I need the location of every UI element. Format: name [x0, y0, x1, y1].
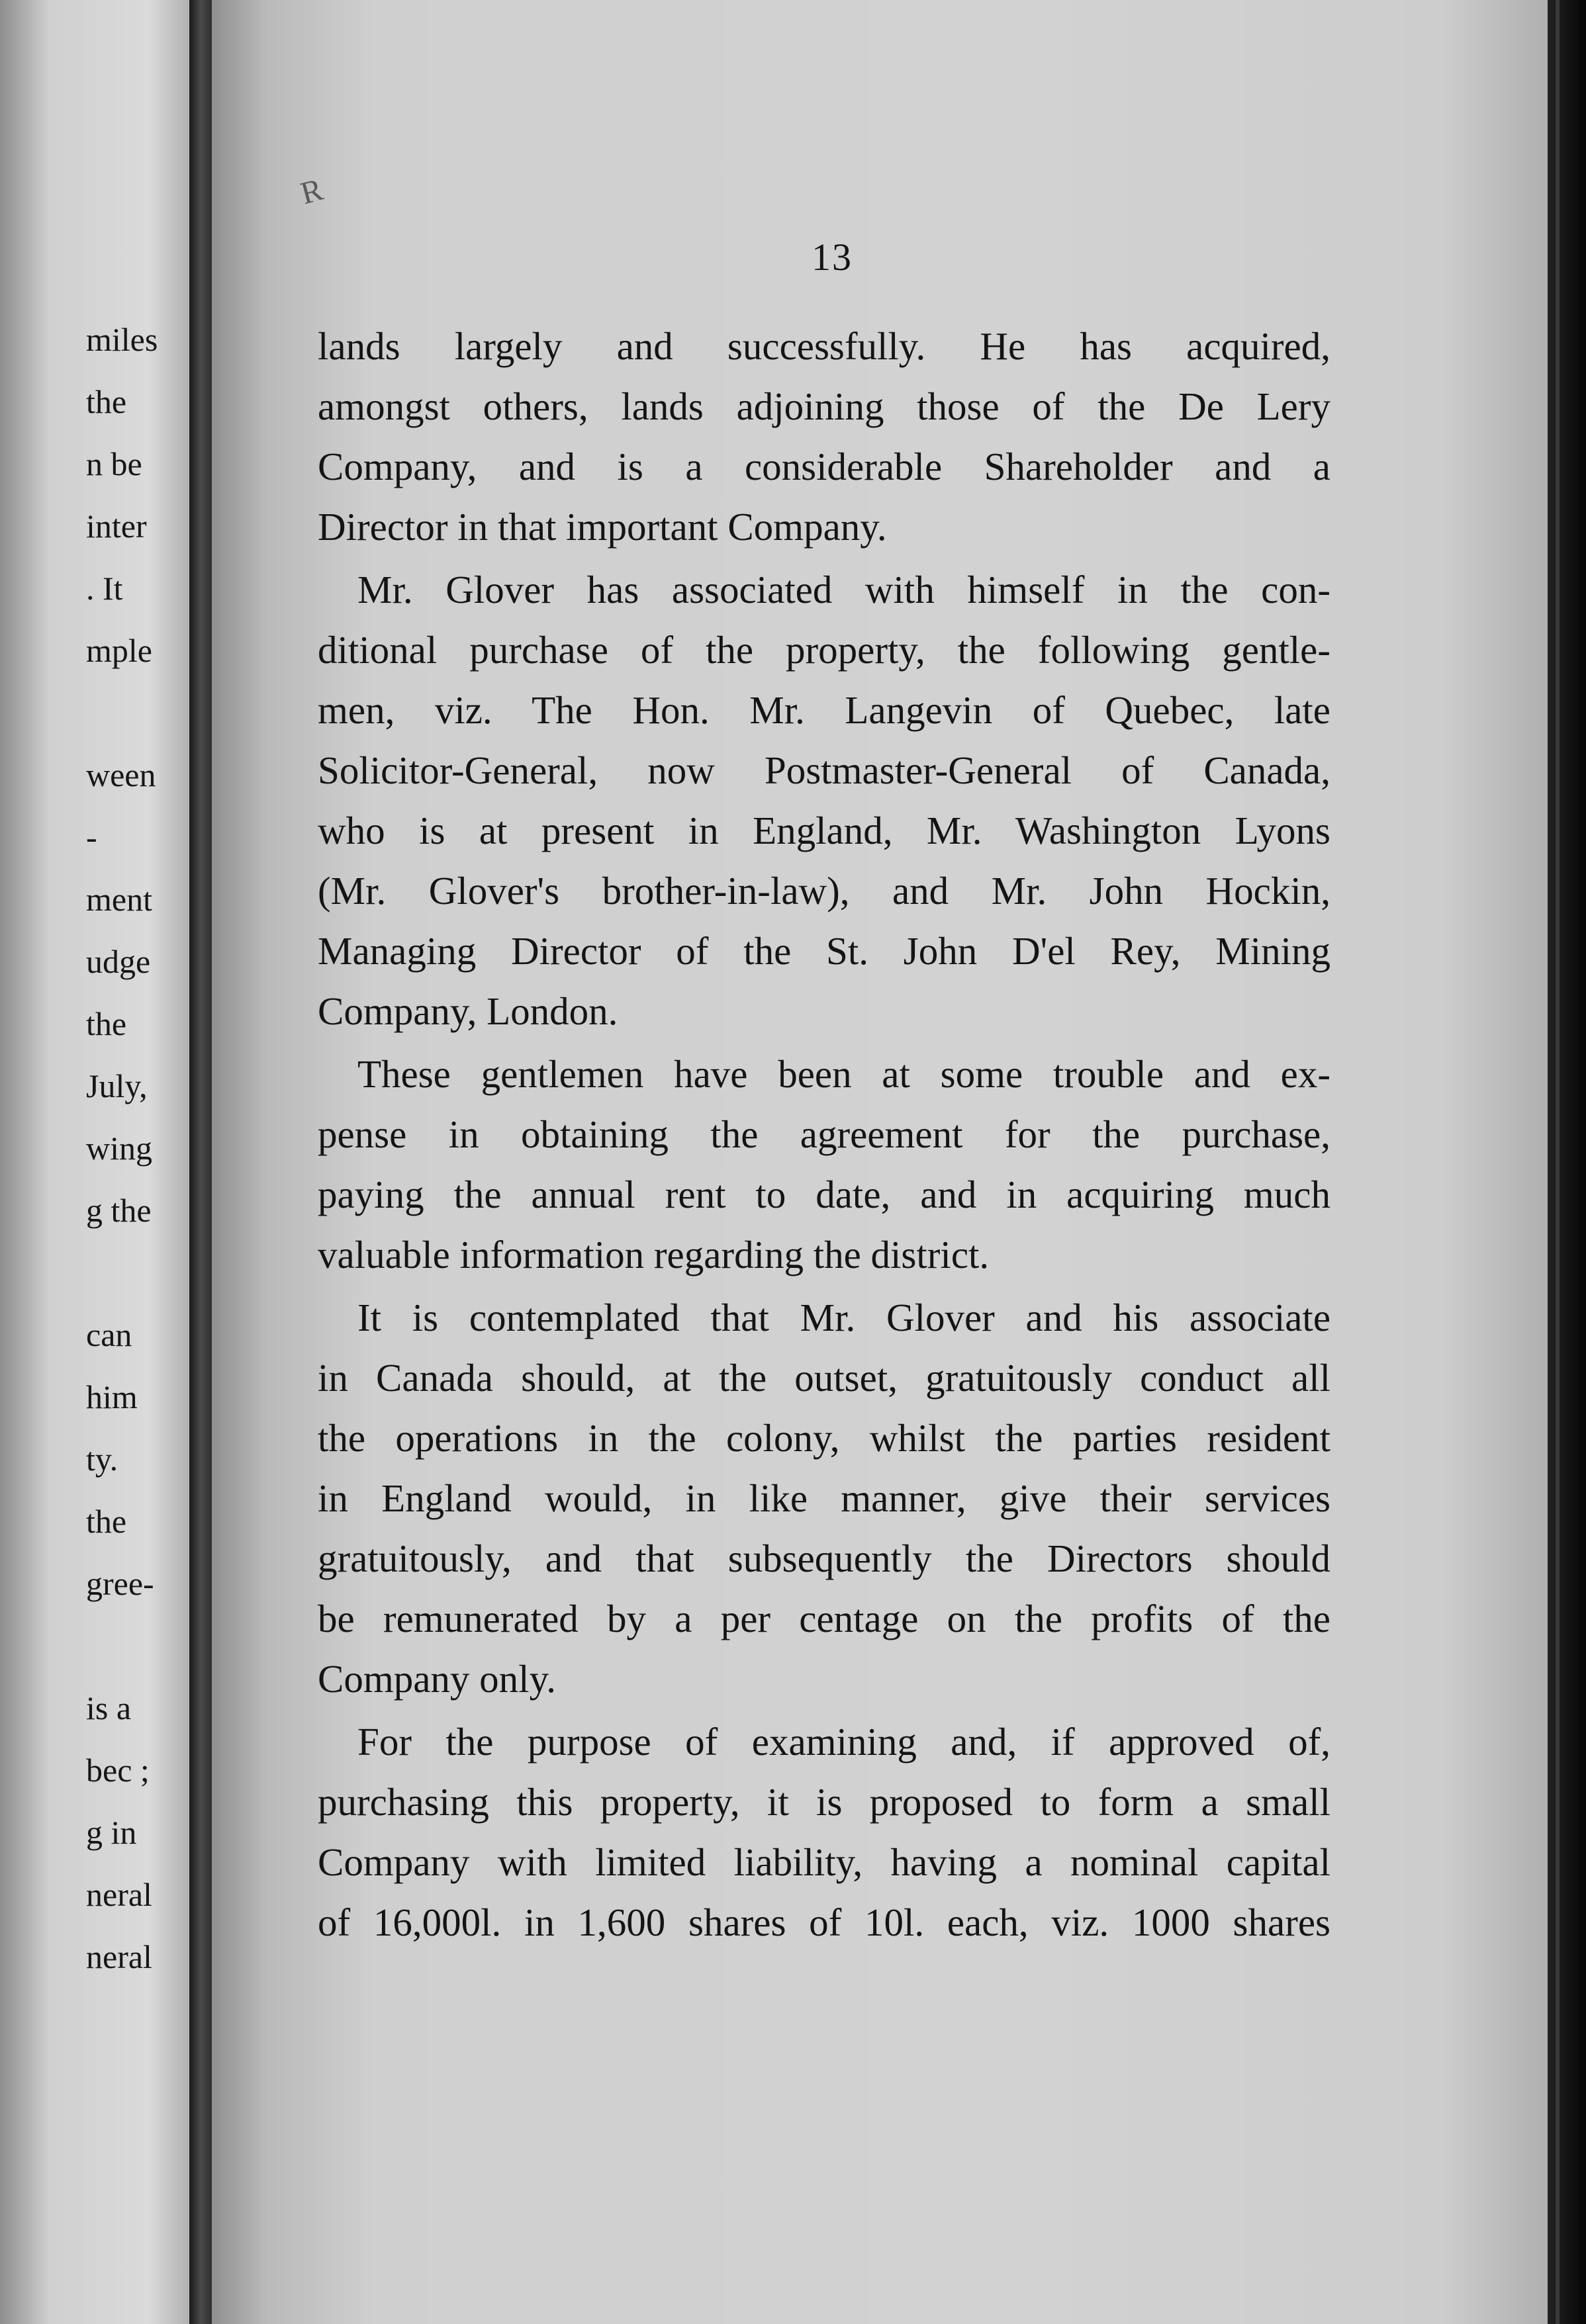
text-line: Managing Director of the St. John D'el Rey, Mining: [318, 929, 1330, 973]
text-line: Mr. Glover has associated with himself in the con-: [357, 568, 1330, 611]
left-page-fragment: g the: [86, 1192, 152, 1229]
text-line: (Mr. Glover's brother-in-law), and Mr. John Hockin,: [318, 869, 1330, 913]
text-line: valuable information regarding the district.: [318, 1233, 990, 1276]
text-line: of 16,000l. in 1,600 shares of 10l. each, viz. 1000 shares: [318, 1900, 1330, 1944]
left-page-fragment: can: [86, 1316, 132, 1353]
text-line: Company, and is a considerable Shareholder and a: [318, 445, 1330, 488]
left-page-fragment: ween: [86, 756, 156, 793]
text-line: It is contemplated that Mr. Glover and his associate: [357, 1296, 1330, 1339]
left-page-fragment: is a: [86, 1689, 132, 1726]
text-line: pense in obtaining the agreement for the purchase,: [318, 1112, 1330, 1156]
text-line: in England would, in like manner, give their services: [318, 1476, 1330, 1520]
page-number: 13: [812, 236, 853, 279]
text-line: amongst others, lands adjoining those of the De Lery: [318, 384, 1330, 428]
left-page-fragment: miles: [86, 321, 158, 358]
text-line: Company, London.: [318, 989, 618, 1033]
text-line: Company only.: [318, 1657, 556, 1701]
text-line: purchasing this property, it is proposed to form a small: [318, 1780, 1330, 1824]
left-page-fragment: g in: [86, 1814, 137, 1851]
page-edge-shadow: [1548, 0, 1586, 2324]
text-line: Director in that important Company.: [318, 505, 887, 549]
left-page-fragment: the: [86, 1503, 127, 1540]
left-page-fragment: the: [86, 383, 127, 420]
text-line: ditional purchase of the property, the following gentle-: [318, 628, 1330, 672]
text-line: Solicitor-General, now Postmaster-General of Canada,: [318, 748, 1330, 792]
previous-page-strip: [0, 0, 199, 2324]
text-line: lands largely and successfully. He has acquired,: [318, 324, 1330, 368]
left-page-fragment: ment: [86, 881, 152, 918]
left-page-fragment: neral: [86, 1938, 152, 1975]
page-edge-line: [1556, 0, 1560, 2324]
text-line: These gentlemen have been at some trouble and ex-: [357, 1052, 1330, 1096]
left-page-fragment: udge: [86, 943, 151, 980]
left-page-fragment: the: [86, 1005, 127, 1042]
text-line: men, viz. The Hon. Mr. Langevin of Quebec, late: [318, 688, 1330, 732]
margin-pencil-mark: R: [297, 171, 327, 212]
left-page-fragment: n be: [86, 445, 142, 482]
text-line: in Canada should, at the outset, gratuitously conduct all: [318, 1356, 1330, 1400]
left-page-fragment: July,: [86, 1067, 148, 1104]
text-line: Company with limited liability, having a nominal capital: [318, 1840, 1330, 1884]
left-page-fragment: neral: [86, 1876, 152, 1913]
body-text: [318, 316, 1330, 1953]
left-page-fragment: gree-: [86, 1565, 154, 1602]
left-page-fragment: bec ;: [86, 1752, 150, 1789]
text-line: be remunerated by a per centage on the profits of the: [318, 1597, 1330, 1640]
text-line: paying the annual rent to date, and in acquiring much: [318, 1173, 1330, 1216]
text-line: For the purpose of examining and, if approved of,: [357, 1720, 1330, 1764]
text-line: gratuitously, and that subsequently the Directors should: [318, 1537, 1330, 1580]
left-page-fragment: -: [86, 819, 97, 856]
left-page-fragment: ty.: [86, 1441, 118, 1478]
text-line: who is at present in England, Mr. Washington Lyons: [318, 809, 1330, 852]
left-page-fragment: . It: [86, 570, 123, 607]
left-page-fragment: him: [86, 1378, 138, 1415]
left-page-fragment: inter: [86, 508, 147, 545]
left-page-fragment: wing: [86, 1130, 152, 1167]
left-page-fragment: mple: [86, 632, 152, 669]
text-line: the operations in the colony, whilst the parties resident: [318, 1416, 1330, 1460]
